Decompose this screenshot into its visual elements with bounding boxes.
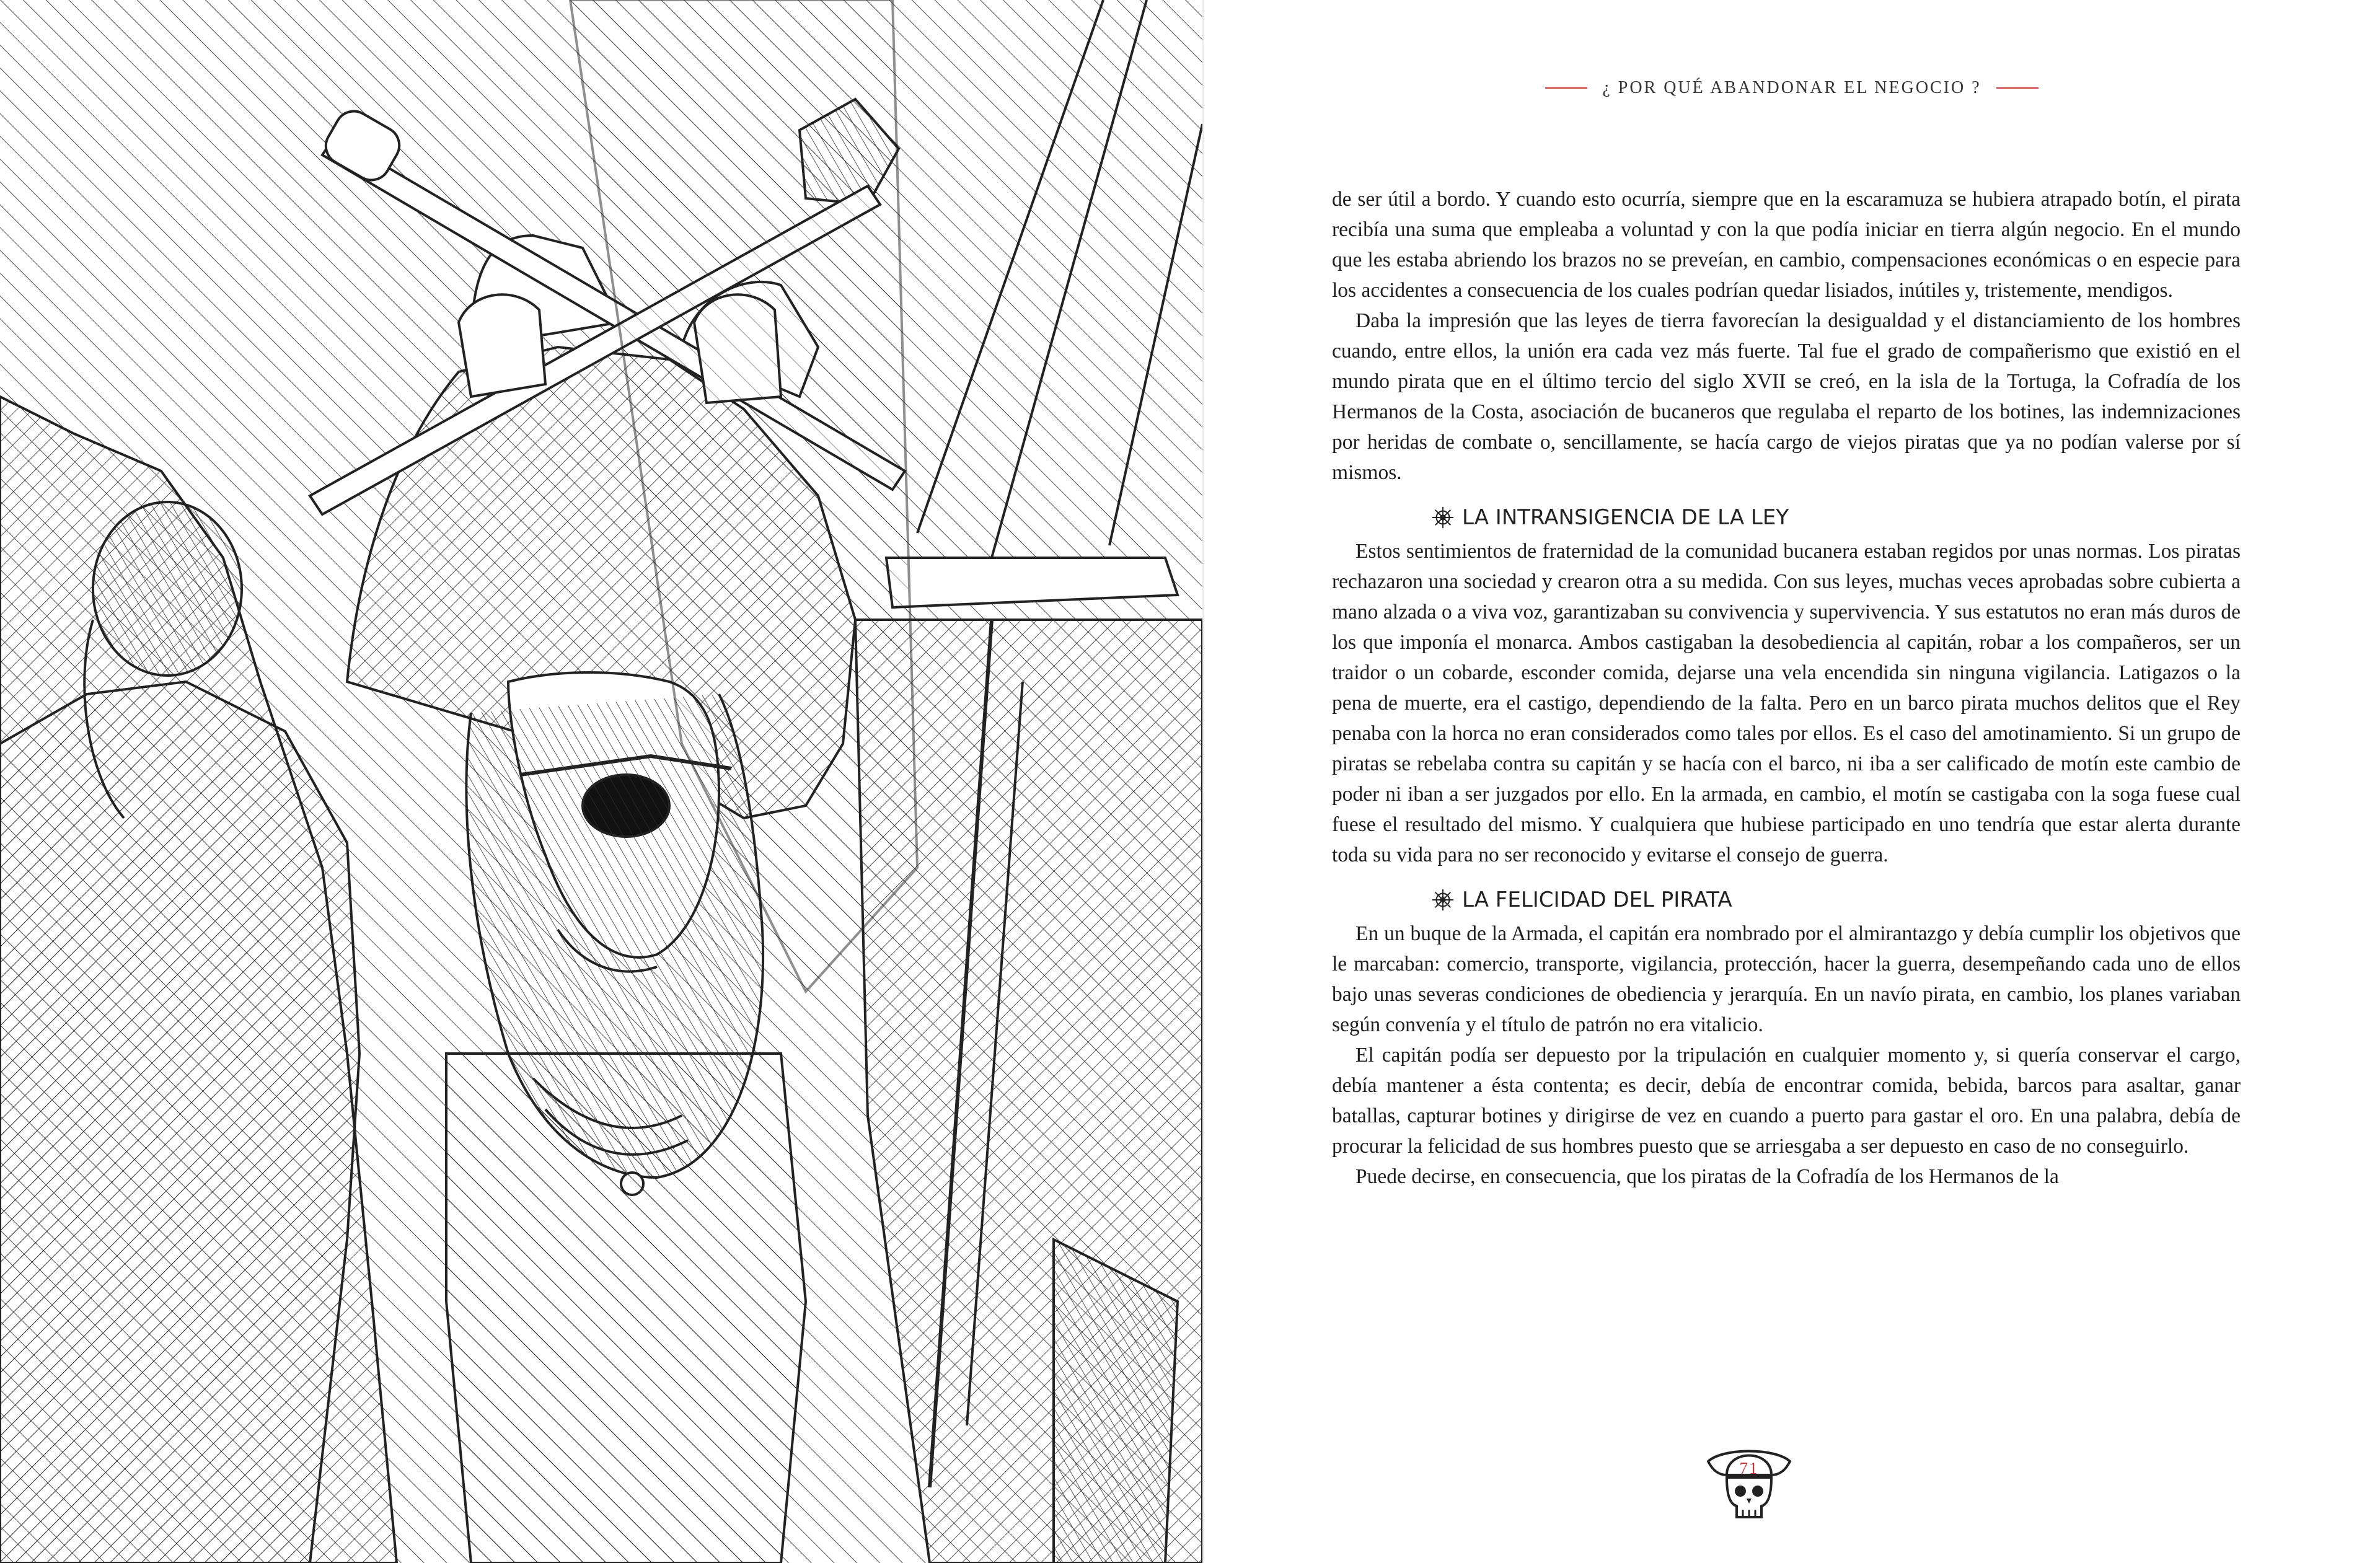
paragraph: En un buque de la Armada, el capitán era nombrado por el almirantazgo y debía cumplir los objetivos que le marcaban: comercio, transporte, vigilancia, protección, hacer la guerra, desempeñando cada uno de ellos bajo unas severas condiciones de obediencia y jerarquía. En un navío pirata, en cambio, los planes variaban según convenía y el título de patrón no era vitalicio. xyxy=(1332,922,2241,1036)
paragraph: Daba la impresión que las leyes de tierra favorecían la desigualdad y el distanciamiento de los hombres cuando, entre ellos, la unión era cada vez más fuerte. Tal fue el grado de compañerismo que existió en el mundo pirata que en el último tercio del siglo XVII se creó, en la isla de la Tortuga, la Cofradía de los Hermanos de la Costa, asociación de bucaneros que regulaba el reparto de los botines, las indemnizaciones por heridas de combate o, sencillamente, se hacía cargo de viejos piratas que ya no podían valerse por sí mismos. xyxy=(1332,309,2241,484)
running-head-rule-left xyxy=(1545,87,1587,89)
paragraph: Estos sentimientos de fraternidad de la comunidad bucanera estaban regidos por unas normas. Los piratas rechazaron una sociedad y crearon otra a su medida. Con sus leyes, muchas veces aprobadas sobre cubierta a mano alzada o a viva voz, garantizaban su convivencia y supervivencia. Y sus estatutos no eran más duros de los que imponía el monarca. Ambos castigaban la desobediencia al capitán, robar a los compañeros, ser un traidor o un cobarde, esconder comida, dejarse una vela encendida sin ninguna vigilancia. Latigazos o la pena de muerte, era el castigo, dependiendo de la falta. Pero en un barco pirata muchos delitos que el Rey penaba con la horca no eran considerados como tales por ellos. Es el caso del amotinamiento. Si un grupo de piratas se rebelaba contra su capitán y se hacía con el barco, ni iba a ser calificado de motín este cambio de poder ni iban a ser juzgados por ello. En la armada, en cambio, el motín se castigaba con la soga fuese cual fuese el resultado del mismo. Y cualquiera que hubiese participado en uno tendría que estar alerta durante toda su vida para no ser reconocido y evitarse el consejo de guerra. xyxy=(1332,540,2241,866)
ship-wheel-icon xyxy=(1431,506,1455,529)
section-heading-text: LA FELICIDAD DEL PIRATA xyxy=(1462,887,1732,912)
paragraph: Puede decirse, en consecuencia, que los piratas de la Cofradía de los Hermanos de la xyxy=(1355,1165,2059,1188)
body-text xyxy=(1332,184,2241,1192)
running-head-title: ¿ POR QUÉ ABANDONAR EL NEGOCIO ? xyxy=(1602,78,1981,97)
running-head-rule-right xyxy=(1996,87,2038,89)
folio xyxy=(1704,1437,1794,1530)
paragraph: El capitán podía ser depuesto por la tripulación en cualquier momento y, si quería conservar el cargo, debía mantener a ésta contenta; es decir, debía de encontrar comida, bebida, barcos para asaltar, ganar batallas, capturar botines y dirigirse de vez en cuando a puerto para gastar el oro. En una palabra, debía de procurar la felicidad de sus hombres puesto que se arriesgaba a ser depuesto en caso de no conseguirlo. xyxy=(1332,1044,2241,1158)
page-number: 71 xyxy=(1739,1459,1759,1477)
ship-wheel-icon xyxy=(1431,888,1455,912)
skull-with-tricorn-hat-icon xyxy=(1704,1437,1794,1530)
section-heading xyxy=(1431,884,2241,916)
paragraph: de ser útil a bordo. Y cuando esto ocurría, siempre que en la escaramuza se hubiera atrapado botín, el pirata recibía una suma que empleaba a voluntad y con la que podía iniciar en tierra algún negocio. En el mundo que les estaba abriendo los brazos no se preveían, en cambio, compensaciones económicas o en especie para los accidentes a consecuencia de los cuales podrían quedar lisiados, inútiles y, tristemente, mendigos. xyxy=(1332,188,2241,302)
running-head xyxy=(1204,78,2380,98)
section-heading xyxy=(1431,501,2241,534)
text-page xyxy=(1204,0,2380,1563)
section-heading-text: LA INTRANSIGENCIA DE LA LEY xyxy=(1462,504,1789,530)
